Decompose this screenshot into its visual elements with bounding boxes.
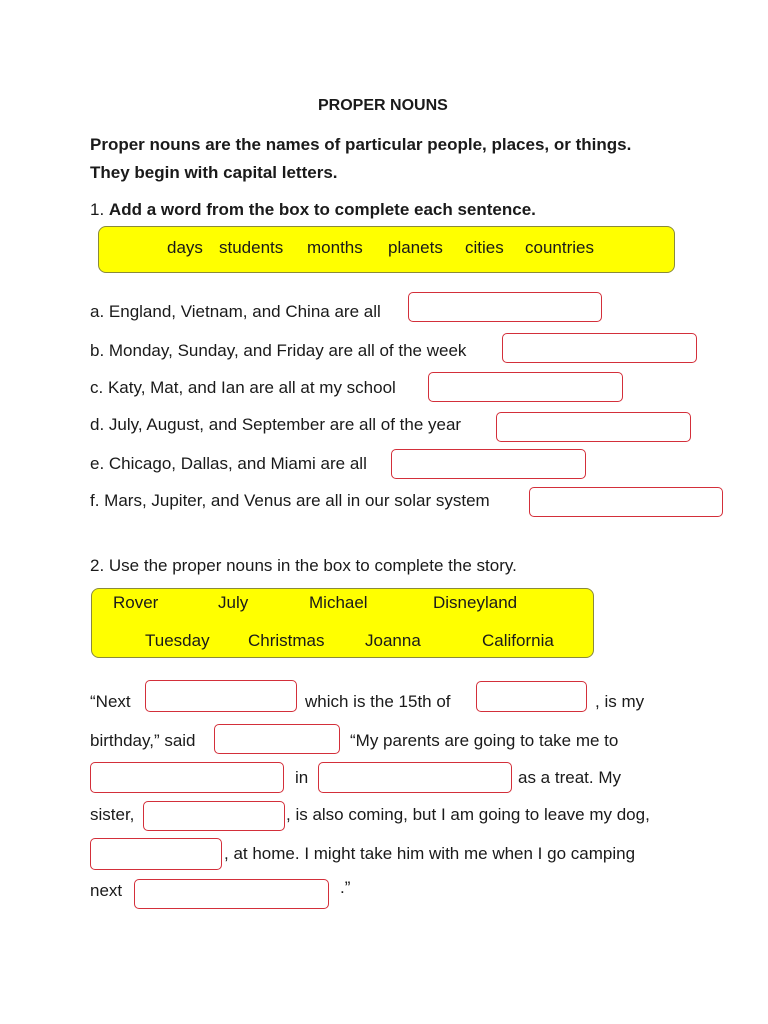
word-box-item: countries bbox=[525, 238, 594, 257]
sentence-e: e. Chicago, Dallas, and Miami are all bbox=[90, 454, 367, 473]
story-text: , at home. I might take him with me when I go camping bbox=[224, 844, 636, 863]
story-text: in bbox=[295, 768, 309, 787]
sentence-d: d. July, August, and September are all of the year bbox=[90, 415, 462, 434]
story-text: “Next bbox=[90, 692, 131, 711]
story-text: next bbox=[90, 881, 123, 900]
story-text: birthday,” said bbox=[90, 731, 196, 750]
word-box-item: Rover bbox=[113, 593, 159, 612]
story-text: sister, bbox=[90, 805, 135, 824]
answer-blank-c[interactable] bbox=[428, 372, 623, 402]
section2-instruction: 2. Use the proper nouns in the box to complete the story. bbox=[90, 556, 517, 575]
word-box-item: July bbox=[218, 593, 249, 612]
sentence-b: b. Monday, Sunday, and Friday are all of the week bbox=[90, 341, 467, 360]
story-blank-6[interactable] bbox=[143, 801, 285, 831]
word-box-item: planets bbox=[388, 238, 443, 257]
story-blank-8[interactable] bbox=[134, 879, 329, 909]
word-box-item: Christmas bbox=[248, 631, 325, 650]
intro-line-1: Proper nouns are the names of particular people, places, or things. bbox=[90, 135, 632, 154]
section1-number: 1. bbox=[90, 200, 105, 219]
answer-blank-b[interactable] bbox=[502, 333, 697, 363]
story-blank-2[interactable] bbox=[476, 681, 587, 712]
section1-instruction: Add a word from the box to complete each sentence. bbox=[108, 200, 536, 219]
word-box-1 bbox=[98, 226, 675, 273]
story-blank-5[interactable] bbox=[318, 762, 512, 793]
story-blank-4[interactable] bbox=[90, 762, 284, 793]
story-text: , is also coming, but I am going to leave my dog, bbox=[286, 805, 650, 824]
word-box-2 bbox=[91, 588, 594, 658]
story-text: which is the 15th of bbox=[305, 692, 451, 711]
answer-blank-d[interactable] bbox=[496, 412, 691, 442]
story-text: as a treat. My bbox=[518, 768, 621, 787]
answer-blank-f[interactable] bbox=[529, 487, 723, 517]
section1-heading bbox=[90, 200, 536, 220]
word-box-item: students bbox=[219, 238, 284, 257]
intro-line-2: They begin with capital letters. bbox=[90, 163, 338, 182]
word-box-item: months bbox=[307, 238, 363, 257]
answer-blank-e[interactable] bbox=[391, 449, 586, 479]
story-text: .” bbox=[340, 878, 351, 897]
answer-blank-a[interactable] bbox=[408, 292, 602, 322]
page-title: PROPER NOUNS bbox=[318, 97, 448, 114]
sentence-f: f. Mars, Jupiter, and Venus are all in our solar system bbox=[90, 491, 490, 510]
story-blank-7[interactable] bbox=[90, 838, 222, 870]
word-box-item: days bbox=[167, 238, 203, 257]
word-box-item: Tuesday bbox=[145, 631, 210, 650]
word-box-item: Michael bbox=[309, 593, 368, 612]
story-blank-3[interactable] bbox=[214, 724, 340, 754]
word-box-item: California bbox=[482, 631, 554, 650]
word-box-item: Joanna bbox=[365, 631, 421, 650]
word-box-item: cities bbox=[465, 238, 504, 257]
sentence-c: c. Katy, Mat, and Ian are all at my school bbox=[90, 378, 396, 397]
sentence-a: a. England, Vietnam, and China are all bbox=[90, 302, 381, 321]
story-text: “My parents are going to take me to bbox=[350, 731, 619, 750]
word-box-item: Disneyland bbox=[433, 593, 518, 612]
story-text: , is my bbox=[595, 692, 645, 711]
story-blank-1[interactable] bbox=[145, 680, 297, 712]
